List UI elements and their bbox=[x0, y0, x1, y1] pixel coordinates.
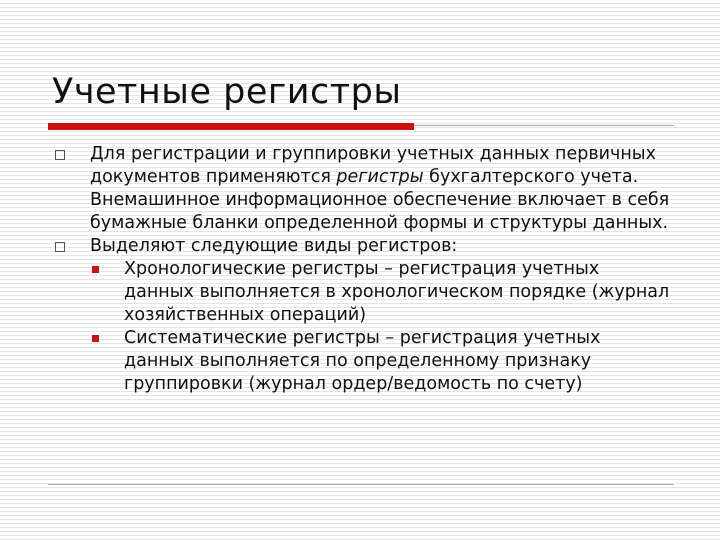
bullet-text: Выделяют следующие виды регистров: bbox=[90, 236, 458, 256]
filled-square-bullet-icon bbox=[92, 335, 99, 342]
bullet-item bbox=[54, 235, 674, 396]
bullet-text bbox=[90, 143, 674, 235]
sub-bullet-text: Хронологические регистры – регистрация учетных данных выполняется в хронологическом порядке (журнал хозяйственных операций) bbox=[124, 259, 670, 325]
sub-bullet-text: Систематические регистры – регистрация учетных данных выполняется по определенному признаку группировки (журнал ордер/ведомость по счету) bbox=[124, 328, 601, 394]
sub-bullet-item bbox=[90, 258, 674, 327]
bullet-italic-term: регистры bbox=[336, 167, 424, 187]
hollow-square-bullet-icon bbox=[55, 150, 65, 160]
footer-divider bbox=[48, 484, 674, 485]
bullet-text-part: бухгалтерского учета. Внемашинное информационное обеспечение включает в себя бумажные бланки определенной формы и структуры данных. bbox=[90, 167, 670, 233]
title-accent-bar bbox=[48, 123, 414, 130]
slide-title: Учетные регистры bbox=[52, 72, 402, 112]
filled-square-bullet-icon bbox=[92, 266, 99, 273]
hollow-square-bullet-icon bbox=[55, 242, 65, 252]
slide-body bbox=[54, 143, 674, 396]
sub-bullet-item bbox=[90, 327, 674, 396]
bullet-text-part: Для регистрации и группировки учетных данных первичных документов применяются bbox=[90, 144, 656, 187]
bullet-item bbox=[54, 143, 674, 235]
